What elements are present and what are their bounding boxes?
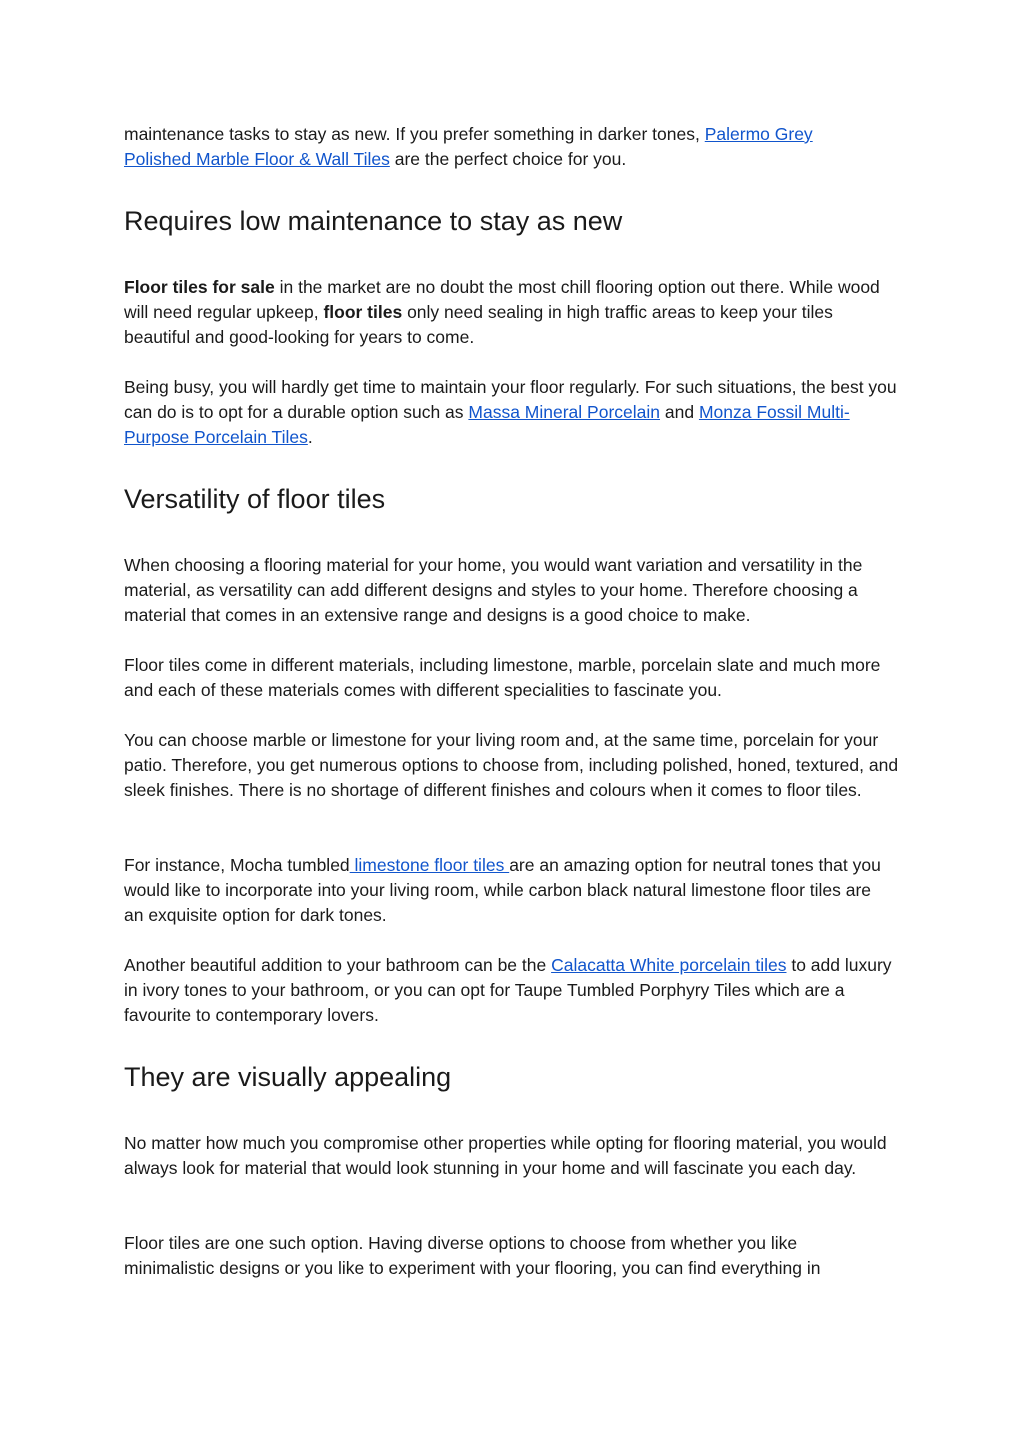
text-span: are an amazing option for neutral tones that you would like to incorporate into your living room, while carbon black natural limestone floor tiles are an exquisite option for dark tones.	[124, 855, 881, 925]
paragraph-intro	[124, 122, 884, 172]
link-palermo-grey-tiles[interactable]: Palermo Grey Polished Marble Floor & Wall Tiles	[124, 124, 813, 169]
text-span: maintenance tasks to stay as new. If you prefer something in darker tones,	[124, 124, 705, 144]
paragraph-marble-or-limestone: You can choose marble or limestone for your living room and, at the same time, porcelain for your patio. Therefore, you get numerous options to choose from, including polished, honed, textured, and sleek finishes. There is no shortage of different finishes and colours when it comes to floor tiles.	[124, 730, 899, 800]
text-span: For instance, Mocha tumbled	[124, 855, 350, 875]
paragraph-floor-tiles-for-sale	[124, 275, 899, 350]
text-span: are the perfect choice for you.	[389, 149, 627, 169]
heading-visually-appealing: They are visually appealing	[124, 1062, 452, 1092]
paragraph-mocha-tumbled	[124, 853, 894, 928]
text-span: Being busy, you will hardly get time to maintain your floor regularly. For such situations, the best you can do is to opt for a durable option such as	[124, 377, 897, 422]
paragraph-different-materials: Floor tiles come in different materials, including limestone, marble, porcelain slate and much more and each of these materials comes with different specialities to fascinate you.	[124, 655, 881, 700]
heading-low-maintenance: Requires low maintenance to stay as new	[124, 206, 623, 236]
paragraph-choosing-material: When choosing a flooring material for your home, you would want variation and versatility in the material, as versatility can add different designs and styles to your home. Therefore choosing a material that comes in an extensive range and designs is a good choice to make.	[124, 555, 863, 625]
link-massa-mineral-porcelain[interactable]: Massa Mineral Porcelain	[468, 402, 660, 422]
paragraph-busy-durable	[124, 375, 899, 450]
paragraph-no-matter-how: No matter how much you compromise other properties while opting for flooring material, you would always look for material that would look stunning in your home and will fascinate you each day.	[124, 1133, 887, 1178]
text-span: only need sealing in high traffic areas to keep your tiles beautiful and good-looking for years to come.	[124, 302, 833, 347]
heading-versatility: Versatility of floor tiles	[124, 484, 386, 514]
text-span: Another beautiful addition to your bathroom can be the	[124, 955, 552, 975]
text-span: .	[307, 427, 313, 447]
link-limestone-floor-tiles[interactable]: limestone floor tiles	[349, 855, 510, 875]
text-span: in the market are no doubt the most chill flooring option out there. While wood will need regular upkeep,	[124, 277, 880, 322]
bold-text: Floor tiles for sale	[124, 277, 275, 297]
text-span: to add luxury in ivory tones to your bathroom, or you can opt for Taupe Tumbled Porphyry Tiles which are a favourite to contemporary lovers.	[124, 955, 892, 1025]
link-calacatta-white-porcelain[interactable]: Calacatta White porcelain tiles	[551, 955, 787, 975]
bold-text: floor tiles	[323, 302, 403, 322]
paragraph-one-such-option: Floor tiles are one such option. Having diverse options to choose from whether you like minimalistic designs or you like to experiment with your flooring, you can find everything in	[124, 1233, 821, 1278]
paragraph-calacatta-white	[124, 953, 904, 1028]
text-span: and	[660, 402, 699, 422]
link-monza-fossil-tiles[interactable]: Monza Fossil Multi-Purpose Porcelain Tiles	[124, 402, 850, 447]
